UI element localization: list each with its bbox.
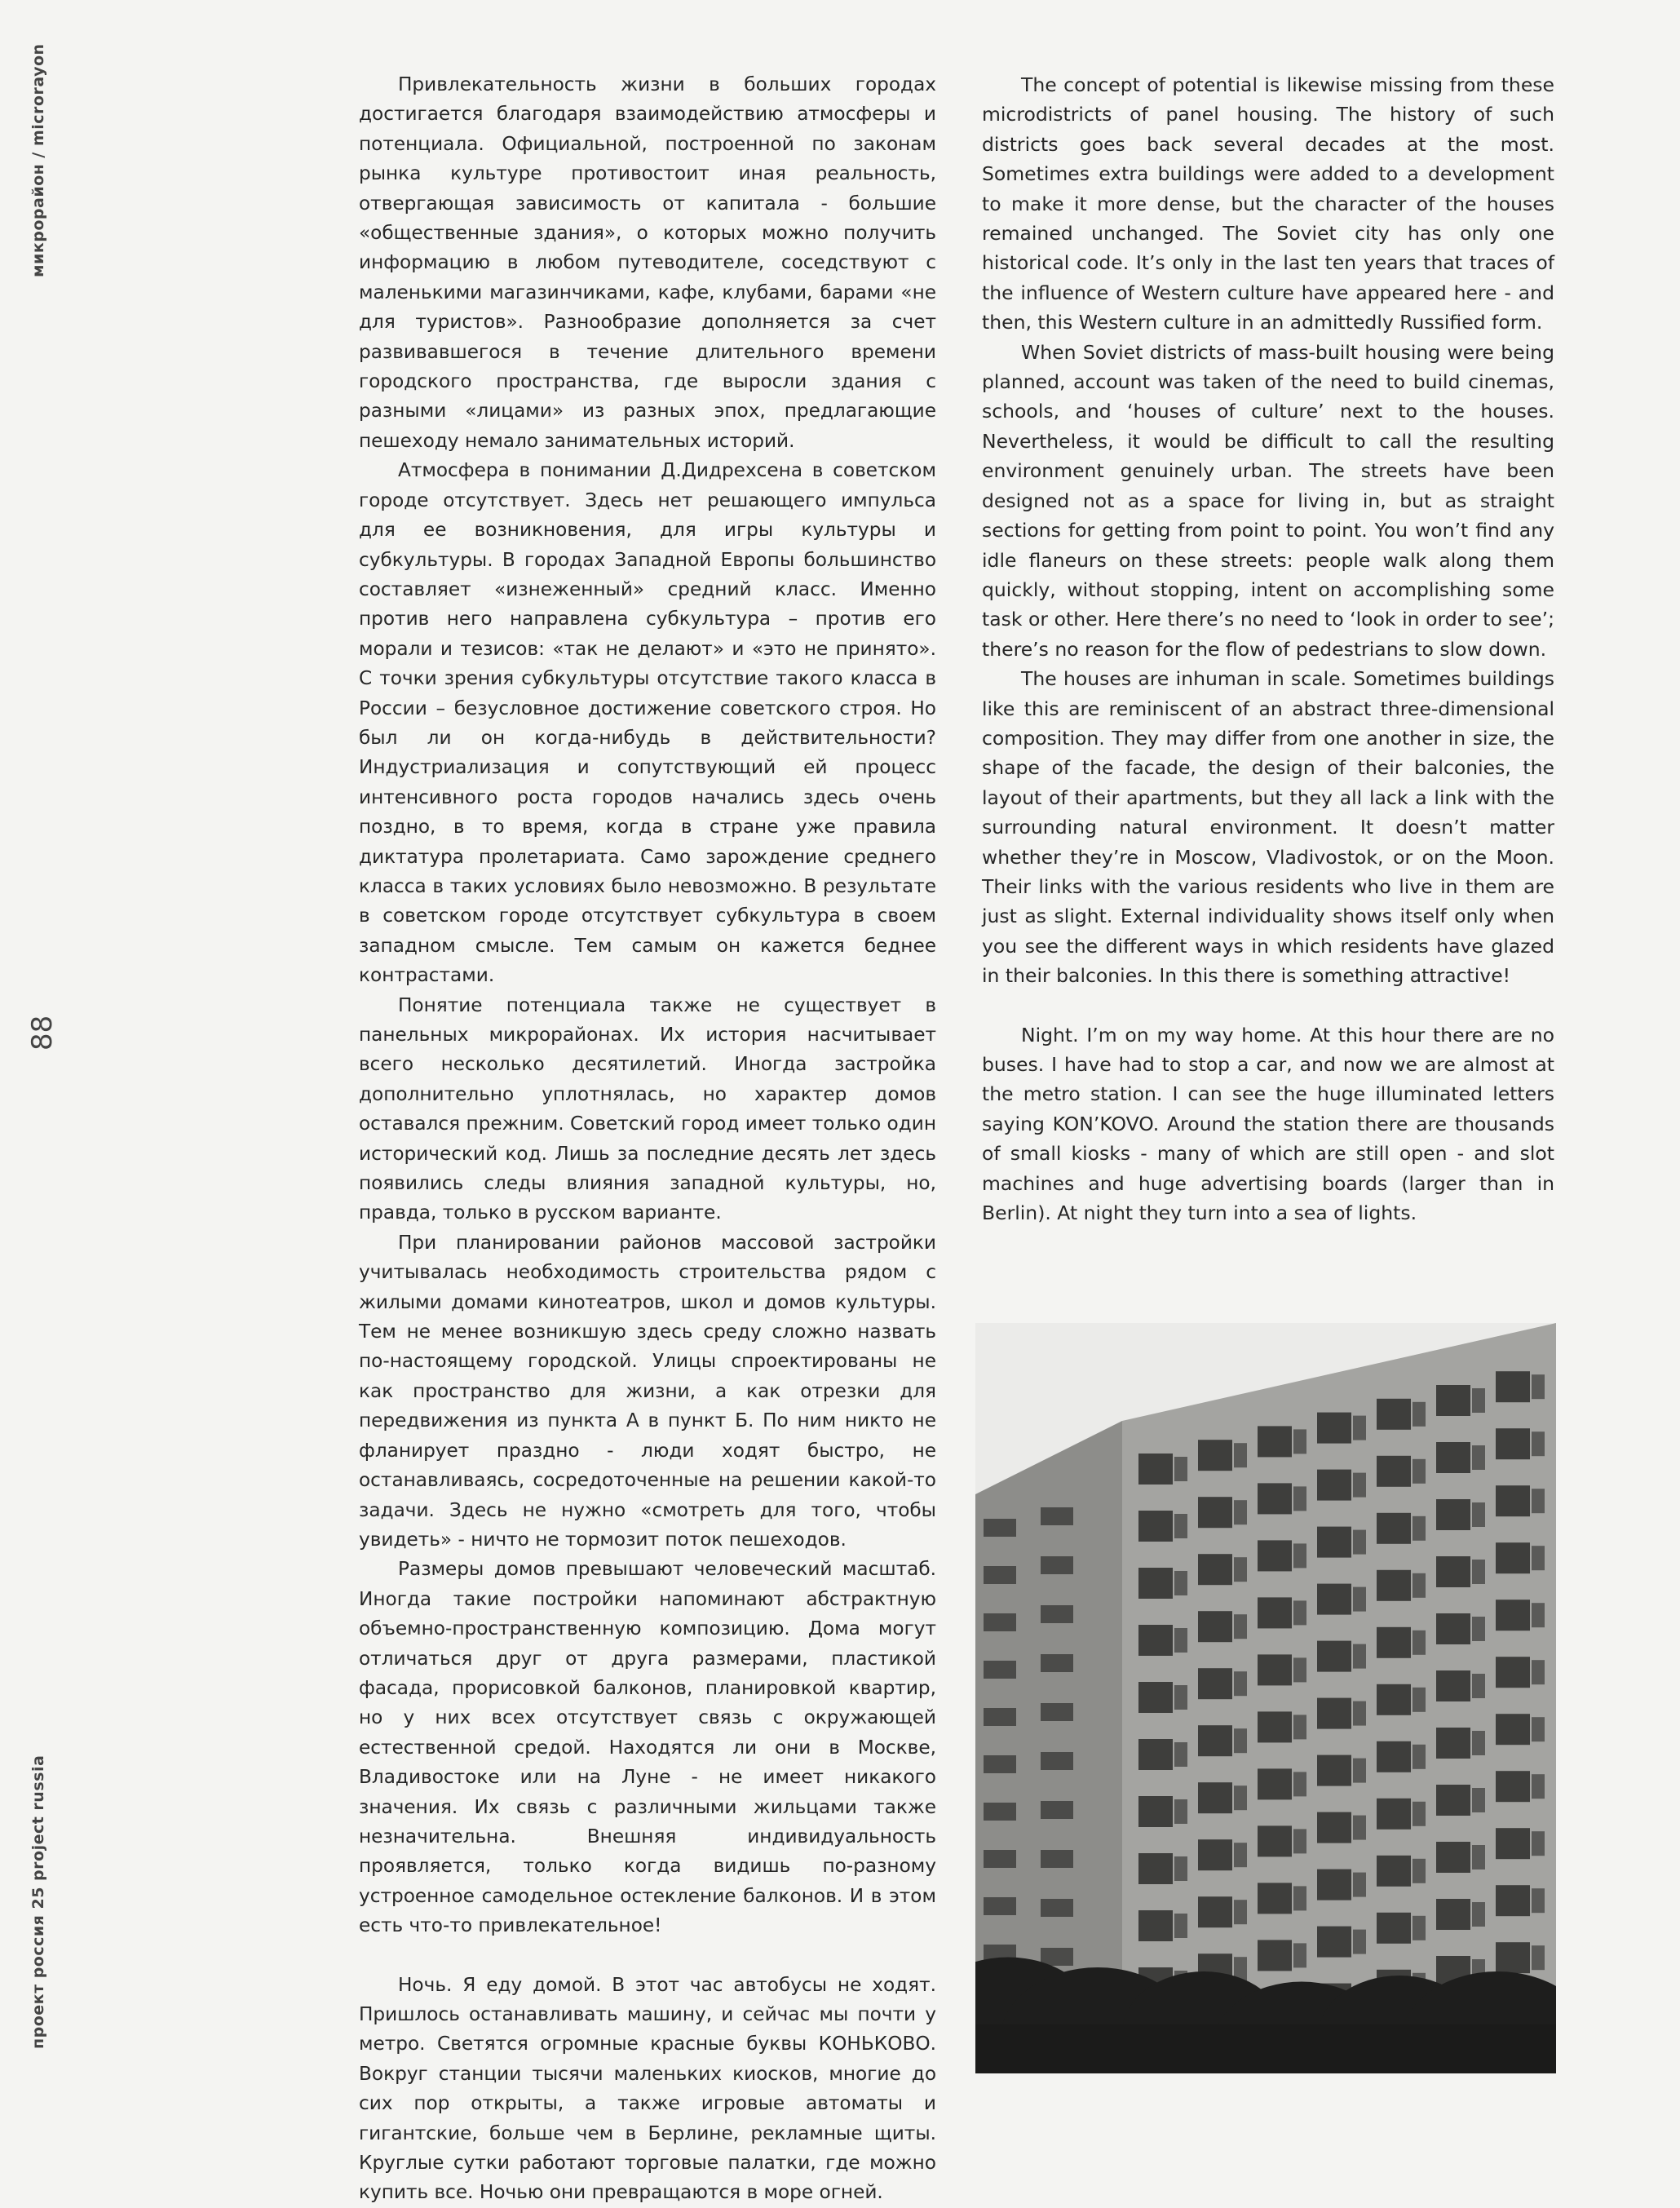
window [1532,1374,1545,1399]
window [1138,1853,1173,1884]
window [1496,1828,1530,1859]
window [1496,1942,1530,1973]
window [984,1519,1016,1537]
russian-paragraph: Понятие потенциала также не существует в панельных микрорайонах. Их история насчитывает всего несколько десятилетий. Иногда застройка дополнительно уплотнялась, но характер домов оставался прежним. Советский город имеет только один исторический код. Лишь за последние десять лет здесь появились следы влияния западной культуры, но, правда, только в русском варианте. [359,993,936,1224]
russian-paragraph: Привлекательность жизни в больших городах достигается благодаря взаимодействию атмосферы и потенциала. Официальной, построенной по законам рынка культуре противостоит иная реальность, отвергающая зависимость от капитала - большие «общественные здания», о которых можно получить информацию в любом путеводителе, соседствуют с маленькими магазинчиками, кафе, клубами, барами «не для туристов». Разнообразие дополняется за счет развивавшегося в течение длительного времени городского пространства, где выросли здания с разными «лицами» из разных эпох, предлагающие пешеходу немало занимательных историй. [359,73,936,452]
window [1138,1568,1173,1599]
window [1317,1927,1351,1958]
window [1041,1899,1073,1917]
window [1377,1513,1411,1544]
russian-paragraph: Размеры домов превышают человеческий масштаб. Иногда такие постройки напоминают абстрактную объемно-пространственную композицию. Дома могут отличаться друг от друга размерами, пластикой фасада, прорисовкой балконов, планировкой квартир, но у них всех отсутствует связь с окружающей естественной средой. Находятся ли они в Москве, Владивостоке или на Луне - не имеет никакого значения. Их связь с различными жильцами также незначительна. Внешняя индивидуальность проявляется, только когда видишь по-разному устроенное самодельное остекление балконов. И в этом есть что-то привлекательное! [359,1558,936,1937]
russian-column [359,70,936,2208]
window [1174,1457,1187,1481]
window [1436,1842,1470,1873]
english-paragraph: The houses are inhuman in scale. Sometimes buildings like this are reminiscent of an abstract three-dimensional composition. They may differ from one another in size, the shape of the facade, the design of their balconies, the layout of their apartments, but they all lack a link with the surrounding natural environment. It doesn’t matter whether they’re in Moscow, Vladivostok, or on the Moon. Their links with the various residents who live in them are just as slight. External individuality shows itself only when you see the different ways in which residents have glazed in their balconies. In this there is something attractive! [982,667,1554,988]
window [1198,1554,1232,1585]
window [1174,1685,1187,1710]
window [1436,1442,1470,1473]
window [1041,1752,1073,1770]
window [1532,1603,1545,1627]
section-label-text: микрорайон / microrayon [29,43,47,277]
english-paragraph: The concept of potential is likewise missing from these microdistricts of panel housing. The history of such districts goes back several decades at the most. Sometimes extra buildings were added to a development to make it more dense, but the character of the houses remained unchanged. The Soviet city has only one historical code. It’s only in the last ten years that traces of the influence of Western culture have appeared here - and then, this Western culture in an admittedly Russified form. [982,73,1554,334]
window [1413,1402,1426,1427]
window [1293,1543,1306,1568]
magazine-label [24,1754,64,2072]
window [1317,1812,1351,1843]
window [1317,1584,1351,1615]
window [1234,1785,1247,1810]
window [1377,1570,1411,1601]
ground [975,2024,1556,2073]
window [1413,1745,1426,1769]
window [1496,1771,1530,1802]
window [1472,1560,1485,1584]
window [1258,1483,1292,1514]
window [1496,1542,1530,1573]
window [1353,1644,1366,1669]
window [1532,1888,1545,1913]
window [1353,1416,1366,1440]
window [1138,1625,1173,1656]
window [1293,1715,1306,1739]
window [1472,1388,1485,1413]
window [1353,1701,1366,1726]
window [1496,1657,1530,1688]
english-column [982,70,1554,1228]
window [1496,1885,1530,1916]
window [1532,1945,1545,1970]
window [1436,1613,1470,1644]
window [1353,1473,1366,1498]
window [1198,1611,1232,1642]
window [1258,1825,1292,1856]
window [1234,1443,1247,1467]
window [1198,1440,1232,1471]
window [984,1897,1016,1915]
window [1436,1499,1470,1530]
window [1436,1556,1470,1587]
page-number [24,987,64,1069]
window [1472,1674,1485,1698]
window [1174,1914,1187,1938]
section-label [24,0,64,343]
window [1198,1668,1232,1699]
window [1138,1739,1173,1770]
window [1258,1654,1292,1685]
window [1472,1502,1485,1527]
window [1293,1429,1306,1454]
window [1234,1614,1247,1639]
window [984,1803,1016,1821]
window [1496,1714,1530,1745]
window [1174,1742,1187,1767]
window [1377,1627,1411,1658]
window [1377,1799,1411,1830]
window [1377,1741,1411,1772]
window [1496,1371,1530,1402]
window [1258,1768,1292,1799]
window [1317,1698,1351,1729]
window [1353,1816,1366,1840]
window [1436,1728,1470,1759]
window [1174,1799,1187,1824]
window [1436,1899,1470,1930]
window [984,1755,1016,1773]
window [1413,1631,1426,1655]
window [1317,1413,1351,1444]
window [1413,1916,1426,1940]
window [1041,1556,1073,1574]
window [1472,1445,1485,1470]
window [1293,1600,1306,1625]
window [1413,1859,1426,1883]
window [984,1613,1016,1631]
window [1293,1886,1306,1910]
window [1041,1507,1073,1525]
window [984,1661,1016,1679]
window [1198,1839,1232,1870]
window [1413,1573,1426,1598]
window [1353,1587,1366,1612]
window [1258,1597,1292,1628]
window [1317,1755,1351,1786]
window [1353,1530,1366,1555]
window [1293,1829,1306,1853]
window [1532,1431,1545,1456]
window [1041,1948,1073,1966]
window [1138,1511,1173,1542]
window [984,1566,1016,1584]
window [1138,1910,1173,1941]
window [1258,1426,1292,1457]
window [1234,1843,1247,1867]
window [1413,1459,1426,1484]
window [984,1850,1016,1868]
window [1436,1785,1470,1816]
russian-paragraph: При планировании районов массовой застройки учитывалась необходимость строительства рядом с жилыми домами кинотеатров, школ и домов культуры. Тем не менее возникшую здесь среду сложно назвать по-настоящему городской. Улицы спроектированы не как пространство для жизни, а как отрезки для передвижения из пункта А в пункт Б. По ним никто не фланирует праздно - люди ходят быстро, не останавливаясь, сосредоточенные на решении какой-то задачи. Здесь не нужно «смотреть для того, чтобы увидеть» - ничто не тормозит поток пешеходов. [359,1231,936,1551]
window [1258,1540,1292,1571]
magazine-label-text: проект россия 25 project russia [29,1754,47,2049]
window [1472,1788,1485,1812]
english-paragraph-night: Night. I’m on my way home. At this hour there are no buses. I have had to stop a car, and now we are almost at the metro station. I can see the huge illuminated letters saying KON’KOVO. Around the station there are thousands of small kiosks - many of which are still open - and slot machines and huge advertising boards (larger than in Berlin). At night they turn into a sea of lights. [982,1023,1554,1225]
window [1377,1856,1411,1887]
window [1532,1489,1545,1513]
window [1377,1913,1411,1944]
window [1138,1454,1173,1485]
window [1041,1654,1073,1672]
window [1174,1514,1187,1538]
window [1138,1682,1173,1713]
window [1138,1796,1173,1827]
window [1174,1571,1187,1595]
window [1413,1802,1426,1826]
window [1436,1385,1470,1416]
russian-paragraph: Атмосфера в понимании Д.Дидрехсена в советском городе отсутствует. Здесь нет решающего импульса для ее возникновения, для игры культуры и субкультуры. В городах Западной Европы большинство составляет «изнеженный» средний класс. Именно против него направлена субкультура – против его морали и тезисов: «так не делают» и «это не принято». С точки зрения субкультуры отсутствие такого класса в России – безусловное достижение советского строя. Но был ли он когда-нибудь в действительности? Индустриализация и сопутствующий ей процесс интенсивного роста городов начались здесь очень поздно, в то время, когда в стране уже правила диктатура пролетариата. Само зарождение среднего класса в таких условиях было невозможно. В результате в советском городе отсутствует субкультура в своем западном смысле. Тем самым он кажется беднее контрастами. [359,459,936,987]
window [1472,1845,1485,1869]
window [1234,1557,1247,1582]
window [1293,1657,1306,1682]
window [1041,1801,1073,1819]
window [1258,1883,1292,1914]
window [1293,1486,1306,1511]
window [1174,1628,1187,1653]
window [1041,1850,1073,1868]
window [1234,1900,1247,1924]
window [1353,1759,1366,1783]
window [1413,1516,1426,1541]
window [1472,1617,1485,1641]
window [1496,1600,1530,1631]
window [1041,1703,1073,1721]
window [1293,1943,1306,1967]
window [1198,1725,1232,1756]
window [1413,1688,1426,1712]
window [1353,1930,1366,1954]
window [1532,1717,1545,1741]
window [984,1708,1016,1726]
window [1317,1869,1351,1900]
english-paragraph: When Soviet districts of mass-built housing were being planned, account was taken of the need to build cinemas, schools, and ‘houses of culture’ next to the houses. Nevertheless, it would be difficult to call the resulting environment genuinely urban. The streets have been designed not as a space for living in, but as straight sections for getting from point to point. You won’t find any idle flaneurs on these streets: people walk along them quickly, without stopping, intent on accomplishing some task or other. Here there’s no need to ‘look in order to see’; there’s no reason for the flow of pedestrians to slow down. [982,340,1554,661]
window [1532,1660,1545,1684]
apartment-building-photo [975,1323,1556,2073]
window [1198,1896,1232,1927]
window [1198,1782,1232,1813]
window [1041,1605,1073,1623]
window [1317,1470,1351,1501]
page-number-text: 88 [26,1015,59,1051]
window [1472,1731,1485,1755]
window [1198,1497,1232,1528]
window [1532,1831,1545,1856]
window [1472,1902,1485,1927]
window [1234,1500,1247,1524]
window [1377,1456,1411,1487]
window [1532,1546,1545,1570]
window [1317,1641,1351,1672]
window [1258,1940,1292,1971]
window [1496,1485,1530,1516]
window [1258,1711,1292,1742]
window [1377,1684,1411,1715]
window [1496,1428,1530,1459]
window [1234,1728,1247,1753]
window [1353,1873,1366,1897]
window [1293,1772,1306,1796]
window [1174,1856,1187,1881]
window [1317,1527,1351,1558]
window [1234,1671,1247,1696]
window [1377,1399,1411,1430]
window [1532,1774,1545,1799]
russian-paragraph-night: Ночь. Я еду домой. В этот час автобусы не ходят. Пришлось останавливать машину, и сейчас мы почти у метро. Светятся огромные красные буквы КОНЬКОВО. Вокруг станции тысячи маленьких киосков, многие до сих пор открыты, а также игровые автоматы и гигантские, больше чем в Берлине, рекламные щиты. Круглые сутки работают торговые палатки, где можно купить все. Ночью они превращаются в море огней. [359,1973,936,2204]
window [1436,1670,1470,1701]
